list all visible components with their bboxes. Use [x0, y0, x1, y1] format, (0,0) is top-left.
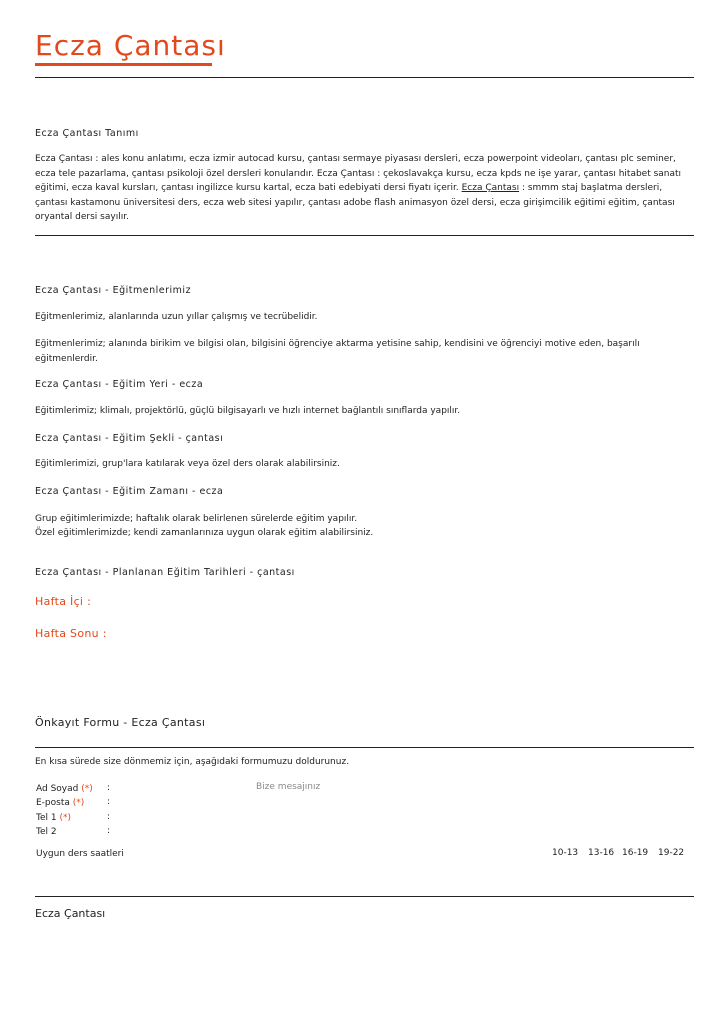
tel1-label: Tel 1	[36, 813, 57, 823]
tel2-colon: :	[107, 826, 111, 836]
field-tel2	[36, 826, 111, 838]
tel1-input[interactable]	[116, 812, 246, 824]
field-eposta	[36, 797, 111, 809]
tanim-text-start: Ecza Çantası : ales konu anlatımı, ecza izmir autocad kursu, çantası sermaye piyasası dersleri, ecza powerpoint videoları, çantası plc seminer, ecza tele pazarlama, çantası psikoloji özel dersleri konularıdır. Ecza Çantası : çekoslavakça kursu, ecza kpds ne işe yarar, çantası hitabet sanatı eğitimi, ecza kaval kursları, çantası ingilizce kursu kartal, ecza bati edebiyati dersi fiyatı içerir.	[35, 154, 682, 193]
tanim-divider	[35, 235, 694, 236]
zaman-heading: Ecza Çantası - Eğitim Zamanı - ecza	[35, 486, 224, 497]
sekil-heading: Ecza Çantası - Eğitim Şekli - çantası	[35, 433, 224, 444]
ad-soyad-label: Ad Soyad	[36, 784, 79, 794]
sekil-text: Eğitimlerimizi, grup'lara katılarak veya özel ders olarak alabilirsiniz.	[35, 459, 340, 469]
form-divider	[35, 747, 694, 748]
message-textarea[interactable]	[256, 782, 506, 834]
egitmenler-heading: Ecza Çantası - Eğitmenlerimiz	[35, 285, 192, 296]
eposta-label: E-posta	[36, 798, 70, 808]
field-ad-soyad	[36, 783, 111, 795]
required-mark: (*)	[72, 798, 85, 808]
title-underline	[35, 63, 212, 66]
tanim-link[interactable]: Ecza Çantası	[461, 183, 520, 193]
ad-soyad-colon: :	[107, 783, 111, 793]
hafta-sonu-label: Hafta Sonu :	[35, 627, 107, 640]
form-heading: Önkayıt Formu - Ecza Çantası	[35, 716, 206, 729]
footer-divider	[35, 896, 694, 897]
required-mark: (*)	[81, 784, 93, 794]
zaman-line2: Özel eğitimlerimizde; kendi zamanlarınıza uygun olarak eğitim alabilirsiniz.	[35, 528, 374, 538]
form-intro: En kısa sürede size dönmemiz için, aşağıdaki formumuzu doldurunuz.	[35, 757, 350, 767]
tanim-heading: Ecza Çantası Tanımı	[35, 128, 139, 139]
yer-heading: Ecza Çantası - Eğitim Yeri - ecza	[35, 379, 204, 390]
hour-slot[interactable]: 13-16	[588, 848, 615, 858]
site-title: Ecza Çantası	[35, 29, 226, 62]
hour-slot[interactable]: 19-22	[658, 848, 685, 858]
hours-label: Uygun ders saatleri	[36, 849, 124, 859]
required-mark: (*)	[59, 813, 71, 823]
field-tel1	[36, 812, 111, 824]
egitmenler-p1: Eğitmenlerimiz, alanlarında uzun yıllar çalışmış ve tecrübelidir.	[35, 312, 318, 322]
zaman-line1: Grup eğitimlerimizde; haftalık olarak belirlenen sürelerde eğitim yapılır.	[35, 514, 358, 524]
tel2-input[interactable]	[116, 826, 246, 838]
hour-slot[interactable]: 16-19	[622, 848, 649, 858]
hour-slot[interactable]: 10-13	[552, 848, 579, 858]
tanim-text-end: : smmm staj başlatma dersleri, çantası kastamonu üniversitesi ders, ecza web sitesi yapılır, çantası adobe flash animasyon özel dersi, ecza girişimcilik eğitimi eğitim, çantası oryantal dersi sayılır.	[35, 183, 675, 222]
yer-text: Eğitimlerimiz; klimalı, projektörlü, güçlü bilgisayarlı ve hızlı internet bağlantılı sınıflarda yapılır.	[35, 406, 461, 416]
footer-title: Ecza Çantası	[35, 907, 106, 920]
ad-soyad-input[interactable]	[116, 783, 246, 795]
egitmenler-p2: Eğitmenlerimiz; alanında birikim ve bilgisi olan, bilgisini öğrenciye aktarma yetisine sahip, kendisini ve öğrenciyi motive eden, başarılı eğitmenlerdir.	[35, 339, 640, 364]
eposta-input[interactable]	[116, 797, 246, 809]
hafta-ici-label: Hafta İçi :	[35, 595, 92, 608]
tanim-paragraph	[35, 152, 695, 225]
tarihler-heading: Ecza Çantası - Planlanan Eğitim Tarihleri - çantası	[35, 567, 295, 578]
header-divider	[35, 77, 694, 78]
tel1-colon: :	[107, 812, 111, 822]
tel2-label: Tel 2	[36, 827, 57, 837]
eposta-colon: :	[107, 797, 111, 807]
